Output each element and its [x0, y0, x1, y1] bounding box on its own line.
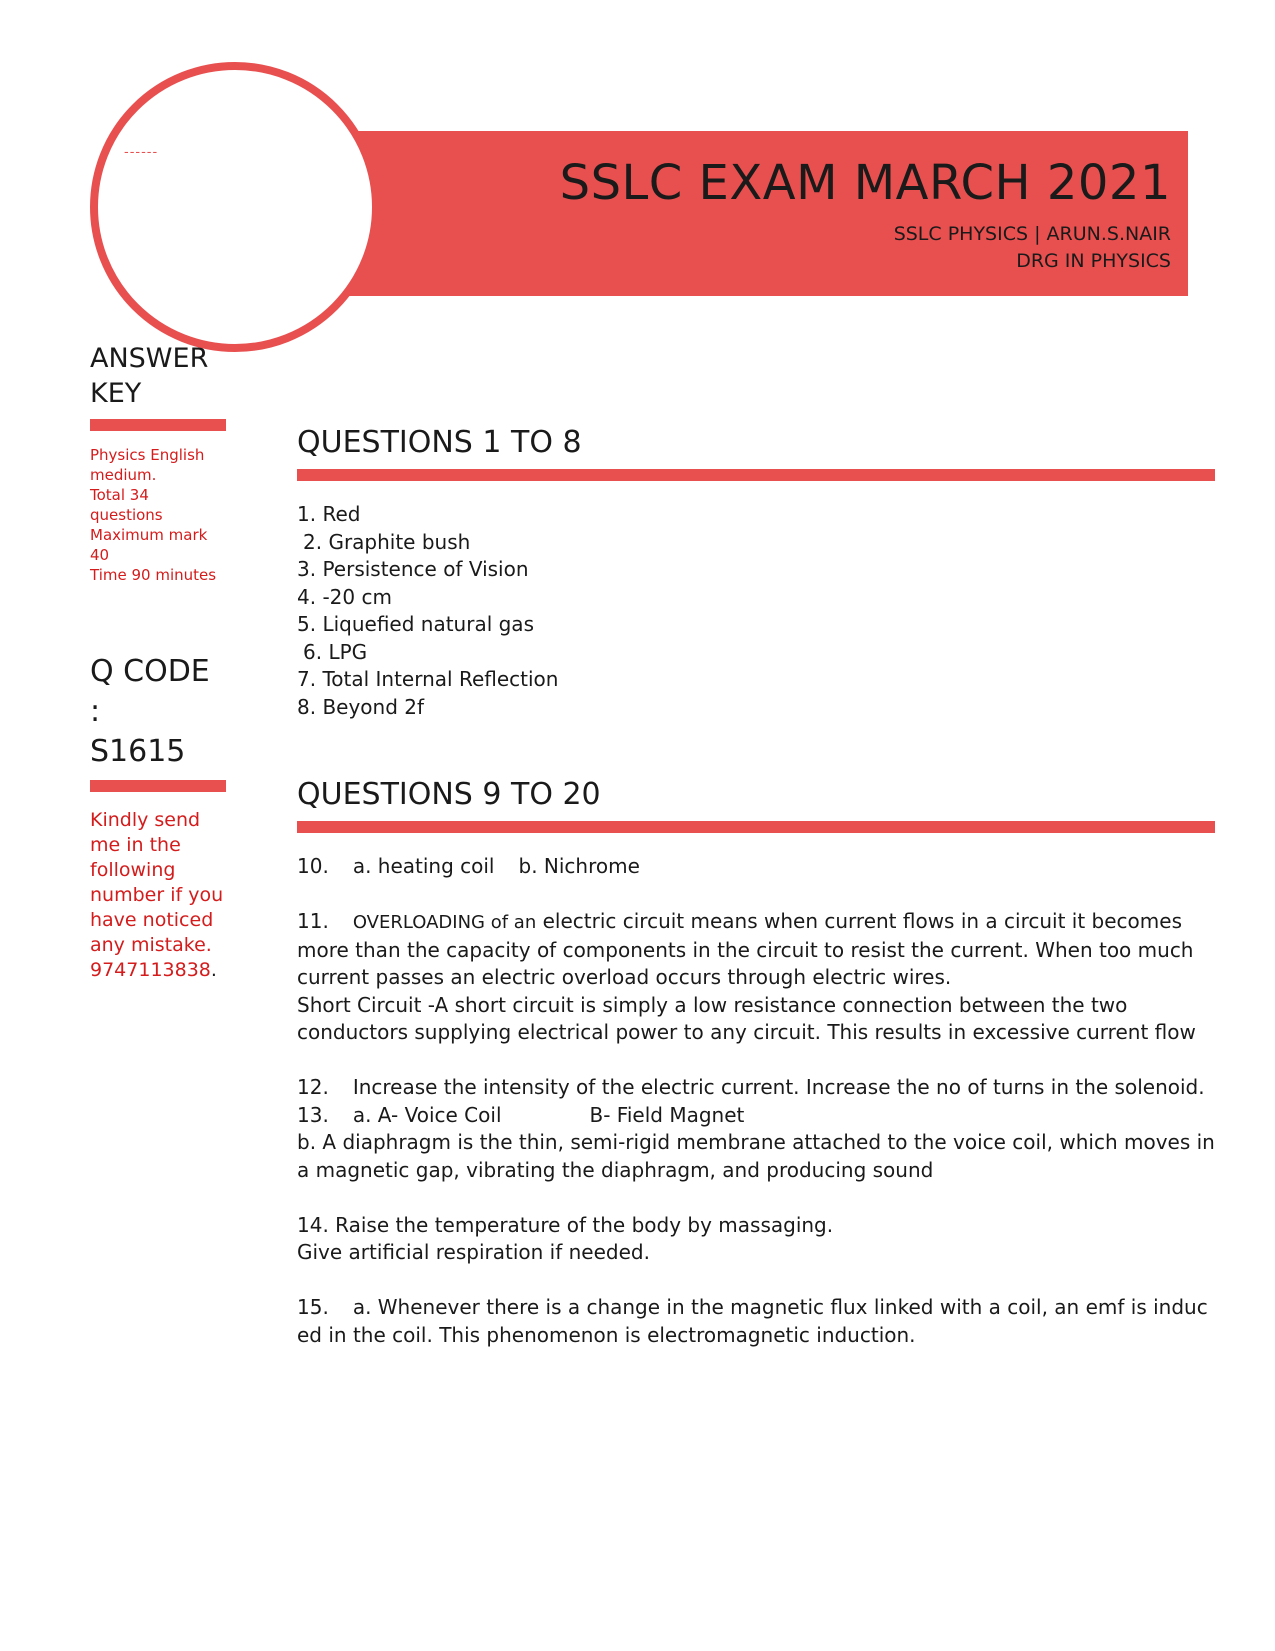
sidebar-qcode [90, 652, 226, 983]
answer-q11: 11. OVERLOADING of an electric circuit means when current flows in a circuit it becomes more than the capacity of components in the circuit to resist the current. When too much current passes an electric overload occurs through electric wires. [297, 909, 1194, 989]
answer-key-rule [90, 419, 226, 431]
qcode-heading: Q CODE : S1615 [90, 654, 210, 769]
decorative-circle [90, 62, 380, 352]
list-item: 2. Graphite bush [303, 529, 471, 554]
answer-q15: 15. a. Whenever there is a change in the magnetic flux linked with a coil, an emf is induc ed in the coil. This phenomenon is electromagnetic induction. [297, 1295, 1208, 1347]
answer-list [297, 501, 1215, 721]
answer-key-heading: ANSWER KEY [90, 343, 209, 409]
section-questions-1-8 [297, 425, 1215, 721]
list-item: 6. LPG [303, 639, 368, 664]
list-item: 1. Red [297, 502, 361, 526]
list-item: 4. -20 cm [297, 584, 392, 609]
qcode-rule [90, 780, 226, 792]
list-item: 8. Beyond 2f [297, 694, 425, 719]
contact-note: Kindly send me in the following number if you have noticed any mistake. 9747113838. [90, 808, 226, 983]
section-rule [297, 821, 1215, 833]
section-title: QUESTIONS 9 TO 20 [297, 777, 601, 812]
circle-dash-mark: ------ [124, 145, 159, 160]
section-title: QUESTIONS 1 TO 8 [297, 425, 582, 460]
answer-q14-line2: Give artificial respiration if needed. [297, 1240, 650, 1264]
page-subtitle [894, 221, 1171, 275]
section-body [297, 853, 1215, 1349]
answer-q14-line1: 14. Raise the temperature of the body by massaging. [297, 1212, 834, 1237]
exam-info: Physics English medium. Total 34 questions Maximum mark 40 Time 90 minutes [90, 446, 217, 584]
answer-q12: 12. Increase the intensity of the electric current. Increase the no of turns in the solenoid. [297, 1075, 1205, 1099]
contact-number-line: 9747113838. [90, 959, 217, 981]
section-questions-9-20 [297, 777, 1215, 1349]
answer-q11-short-circuit: Short Circuit -A short circuit is simply a low resistance connection between the two conductors supplying electrical power to any circuit. This results in excessive current flow [297, 992, 1196, 1044]
subtitle-designation: DRG IN PHYSICS [1016, 250, 1171, 272]
contact-number: 9747113838 [90, 959, 211, 981]
header-banner [340, 131, 1188, 296]
list-item: 7. Total Internal Reflection [297, 667, 559, 691]
list-item: 3. Persistence of Vision [297, 557, 529, 581]
page-title: SSLC EXAM MARCH 2021 [559, 155, 1171, 211]
section-rule [297, 469, 1215, 481]
answer-q10: 10. a. heating coil b. Nichrome [297, 854, 640, 878]
sidebar-answer-key [90, 341, 226, 585]
answer-q13: 13. a. A- Voice Coil B- Field Magnet [297, 1102, 745, 1127]
subtitle-author: SSLC PHYSICS | ARUN.S.NAIR [893, 223, 1171, 245]
list-item: 5. Liquefied natural gas [297, 612, 534, 636]
answer-q13-b: b. A diaphragm is the thin, semi-rigid membrane attached to the voice coil, which moves in a magnetic gap, vibrating the diaphragm, and producing sound [297, 1130, 1215, 1182]
